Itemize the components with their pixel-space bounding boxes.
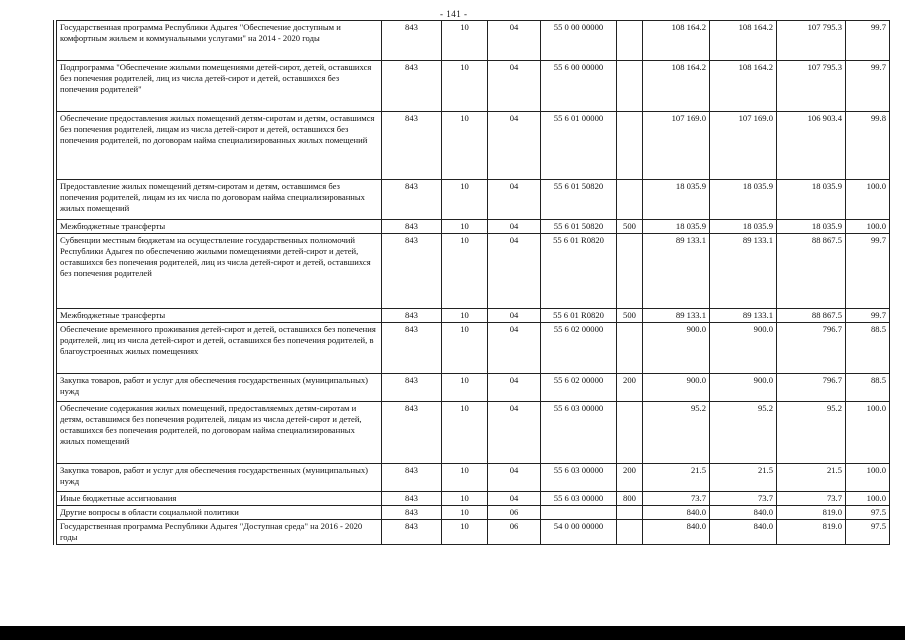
ved-code: 843	[382, 402, 442, 464]
ved-code: 843	[382, 21, 442, 61]
subsection-code: 04	[488, 21, 541, 61]
expense-type-code	[617, 61, 643, 112]
approved-amount: 840.0	[710, 506, 777, 520]
section-code: 10	[442, 61, 488, 112]
approved-amount: 18 035.9	[710, 180, 777, 220]
row-name: Обеспечение содержания жилых помещений, предоставляемых детям-сиротам и детям, оставшимся без попечения родителей, лицам из числа детей-сирот и детей, оставшихся без попечения родителей, по договорам найма специализированных жилых помещений	[57, 402, 382, 464]
expense-type-code: 500	[617, 220, 643, 234]
expense-type-code: 200	[617, 464, 643, 492]
scan-bottom-edge	[0, 626, 905, 640]
budget-table-body	[57, 21, 890, 545]
section-code: 10	[442, 464, 488, 492]
table-row	[57, 506, 890, 520]
expense-type-code	[617, 323, 643, 374]
target-article-code: 55 6 02 00000	[541, 323, 617, 374]
executed-amount: 107 795.3	[777, 21, 846, 61]
table-row	[57, 464, 890, 492]
table-row	[57, 309, 890, 323]
ved-code: 843	[382, 323, 442, 374]
executed-amount: 819.0	[777, 506, 846, 520]
approved-amount: 108 164.2	[710, 21, 777, 61]
executed-amount: 796.7	[777, 374, 846, 402]
section-code: 10	[442, 309, 488, 323]
planned-amount: 73.7	[643, 492, 710, 506]
target-article-code: 55 6 01 50820	[541, 180, 617, 220]
planned-amount: 900.0	[643, 374, 710, 402]
approved-amount: 89 133.1	[710, 234, 777, 309]
executed-amount: 106 903.4	[777, 112, 846, 180]
section-code: 10	[442, 220, 488, 234]
table-row	[57, 234, 890, 309]
planned-amount: 840.0	[643, 520, 710, 545]
planned-amount: 900.0	[643, 323, 710, 374]
execution-percent: 88.5	[846, 374, 890, 402]
row-name: Обеспечение временного проживания детей-сирот и детей, оставшихся без попечения родителей, лиц из числа детей-сирот и детей, оставшихся без попечения родителей, в благоустроенных жилых помещениях	[57, 323, 382, 374]
expense-type-code: 200	[617, 374, 643, 402]
budget-table	[56, 20, 890, 545]
executed-amount: 95.2	[777, 402, 846, 464]
target-article-code: 55 6 01 R0820	[541, 309, 617, 323]
table-row	[57, 323, 890, 374]
planned-amount: 108 164.2	[643, 61, 710, 112]
expense-type-code	[617, 180, 643, 220]
target-article-code: 55 6 03 00000	[541, 402, 617, 464]
approved-amount: 900.0	[710, 323, 777, 374]
execution-percent: 97.5	[846, 506, 890, 520]
ved-code: 843	[382, 520, 442, 545]
execution-percent: 88.5	[846, 323, 890, 374]
page-number: - 141 -	[440, 9, 468, 19]
table-row	[57, 112, 890, 180]
row-name: Предоставление жилых помещений детям-сиротам и детям, оставшимся без попечения родителей, лицам из их числа по договорам найма специализированных жилых помещений	[57, 180, 382, 220]
target-article-code: 55 6 02 00000	[541, 374, 617, 402]
subsection-code: 04	[488, 112, 541, 180]
table-row	[57, 402, 890, 464]
target-article-code: 55 6 01 R0820	[541, 234, 617, 309]
execution-percent: 99.7	[846, 234, 890, 309]
ved-code: 843	[382, 112, 442, 180]
target-article-code: 54 0 00 00000	[541, 520, 617, 545]
expense-type-code	[617, 234, 643, 309]
planned-amount: 107 169.0	[643, 112, 710, 180]
row-name: Обеспечение предоставления жилых помещений детям-сиротам и детям, оставшимся без попечения родителей, лицам из числа детей-сирот и детей, оставшихся без попечения родителей, по договорам найма специализированных жилых помещений	[57, 112, 382, 180]
section-code: 10	[442, 112, 488, 180]
section-code: 10	[442, 323, 488, 374]
row-name: Государственная программа Республики Адыгея "Доступная среда" на 2016 - 2020 годы	[57, 520, 382, 545]
executed-amount: 21.5	[777, 464, 846, 492]
subsection-code: 04	[488, 61, 541, 112]
row-name: Иные бюджетные ассигнования	[57, 492, 382, 506]
expense-type-code	[617, 520, 643, 545]
subsection-code: 04	[488, 220, 541, 234]
section-code: 10	[442, 506, 488, 520]
executed-amount: 18 035.9	[777, 220, 846, 234]
subsection-code: 04	[488, 234, 541, 309]
planned-amount: 21.5	[643, 464, 710, 492]
expense-type-code	[617, 21, 643, 61]
approved-amount: 107 169.0	[710, 112, 777, 180]
subsection-code: 06	[488, 506, 541, 520]
planned-amount: 89 133.1	[643, 309, 710, 323]
target-article-code	[541, 506, 617, 520]
row-name: Закупка товаров, работ и услуг для обеспечения государственных (муниципальных) нужд	[57, 374, 382, 402]
section-code: 10	[442, 234, 488, 309]
execution-percent: 99.7	[846, 21, 890, 61]
execution-percent: 100.0	[846, 464, 890, 492]
expense-type-code	[617, 402, 643, 464]
row-name: Государственная программа Республики Адыгея "Обеспечение доступным и комфортным жильем и коммунальными услугами" на 2014 - 2020 годы	[57, 21, 382, 61]
ved-code: 843	[382, 220, 442, 234]
expense-type-code	[617, 506, 643, 520]
planned-amount: 18 035.9	[643, 220, 710, 234]
subsection-code: 04	[488, 309, 541, 323]
approved-amount: 21.5	[710, 464, 777, 492]
executed-amount: 73.7	[777, 492, 846, 506]
subsection-code: 04	[488, 374, 541, 402]
execution-percent: 97.5	[846, 520, 890, 545]
row-name: Другие вопросы в области социальной политики	[57, 506, 382, 520]
section-code: 10	[442, 21, 488, 61]
table-row	[57, 21, 890, 61]
ved-code: 843	[382, 61, 442, 112]
subsection-code: 04	[488, 492, 541, 506]
section-code: 10	[442, 374, 488, 402]
execution-percent: 100.0	[846, 220, 890, 234]
table-row	[57, 220, 890, 234]
execution-percent: 100.0	[846, 492, 890, 506]
table-row	[57, 492, 890, 506]
page-left-rule	[53, 20, 54, 545]
subsection-code: 04	[488, 464, 541, 492]
budget-table-container	[56, 20, 890, 545]
planned-amount: 18 035.9	[643, 180, 710, 220]
execution-percent: 99.7	[846, 61, 890, 112]
ved-code: 843	[382, 309, 442, 323]
expense-type-code: 500	[617, 309, 643, 323]
expense-type-code	[617, 112, 643, 180]
planned-amount: 108 164.2	[643, 21, 710, 61]
ved-code: 843	[382, 464, 442, 492]
table-row	[57, 520, 890, 545]
approved-amount: 95.2	[710, 402, 777, 464]
executed-amount: 819.0	[777, 520, 846, 545]
target-article-code: 55 6 01 50820	[541, 220, 617, 234]
ved-code: 843	[382, 374, 442, 402]
planned-amount: 840.0	[643, 506, 710, 520]
section-code: 10	[442, 180, 488, 220]
execution-percent: 99.7	[846, 309, 890, 323]
section-code: 10	[442, 492, 488, 506]
section-code: 10	[442, 520, 488, 545]
ved-code: 843	[382, 180, 442, 220]
target-article-code: 55 6 03 00000	[541, 492, 617, 506]
target-article-code: 55 6 01 00000	[541, 112, 617, 180]
expense-type-code: 800	[617, 492, 643, 506]
table-row	[57, 61, 890, 112]
executed-amount: 18 035.9	[777, 180, 846, 220]
approved-amount: 108 164.2	[710, 61, 777, 112]
execution-percent: 100.0	[846, 180, 890, 220]
subsection-code: 06	[488, 520, 541, 545]
executed-amount: 796.7	[777, 323, 846, 374]
executed-amount: 88 867.5	[777, 309, 846, 323]
target-article-code: 55 6 00 00000	[541, 61, 617, 112]
approved-amount: 18 035.9	[710, 220, 777, 234]
approved-amount: 73.7	[710, 492, 777, 506]
planned-amount: 89 133.1	[643, 234, 710, 309]
executed-amount: 88 867.5	[777, 234, 846, 309]
row-name: Субвенции местным бюджетам на осуществление государственных полномочий Республики Адыгея по обеспечению жилыми помещениями детей-сирот и детей, оставшихся без попечения родителей, лиц из числа детей-сирот и детей, оставшихся без попечения родителей	[57, 234, 382, 309]
subsection-code: 04	[488, 323, 541, 374]
target-article-code: 55 6 03 00000	[541, 464, 617, 492]
executed-amount: 107 795.3	[777, 61, 846, 112]
row-name: Межбюджетные трансферты	[57, 309, 382, 323]
row-name: Межбюджетные трансферты	[57, 220, 382, 234]
planned-amount: 95.2	[643, 402, 710, 464]
subsection-code: 04	[488, 180, 541, 220]
ved-code: 843	[382, 492, 442, 506]
section-code: 10	[442, 402, 488, 464]
subsection-code: 04	[488, 402, 541, 464]
target-article-code: 55 0 00 00000	[541, 21, 617, 61]
row-name: Подпрограмма "Обеспечение жилыми помещениями детей-сирот, детей, оставшихся без попечения родителей, лиц из числа детей-сирот и детей, оставшихся без попечения родителей"	[57, 61, 382, 112]
approved-amount: 840.0	[710, 520, 777, 545]
execution-percent: 100.0	[846, 402, 890, 464]
ved-code: 843	[382, 234, 442, 309]
execution-percent: 99.8	[846, 112, 890, 180]
ved-code: 843	[382, 506, 442, 520]
approved-amount: 900.0	[710, 374, 777, 402]
row-name: Закупка товаров, работ и услуг для обеспечения государственных (муниципальных) нужд	[57, 464, 382, 492]
table-row	[57, 374, 890, 402]
table-row	[57, 180, 890, 220]
approved-amount: 89 133.1	[710, 309, 777, 323]
